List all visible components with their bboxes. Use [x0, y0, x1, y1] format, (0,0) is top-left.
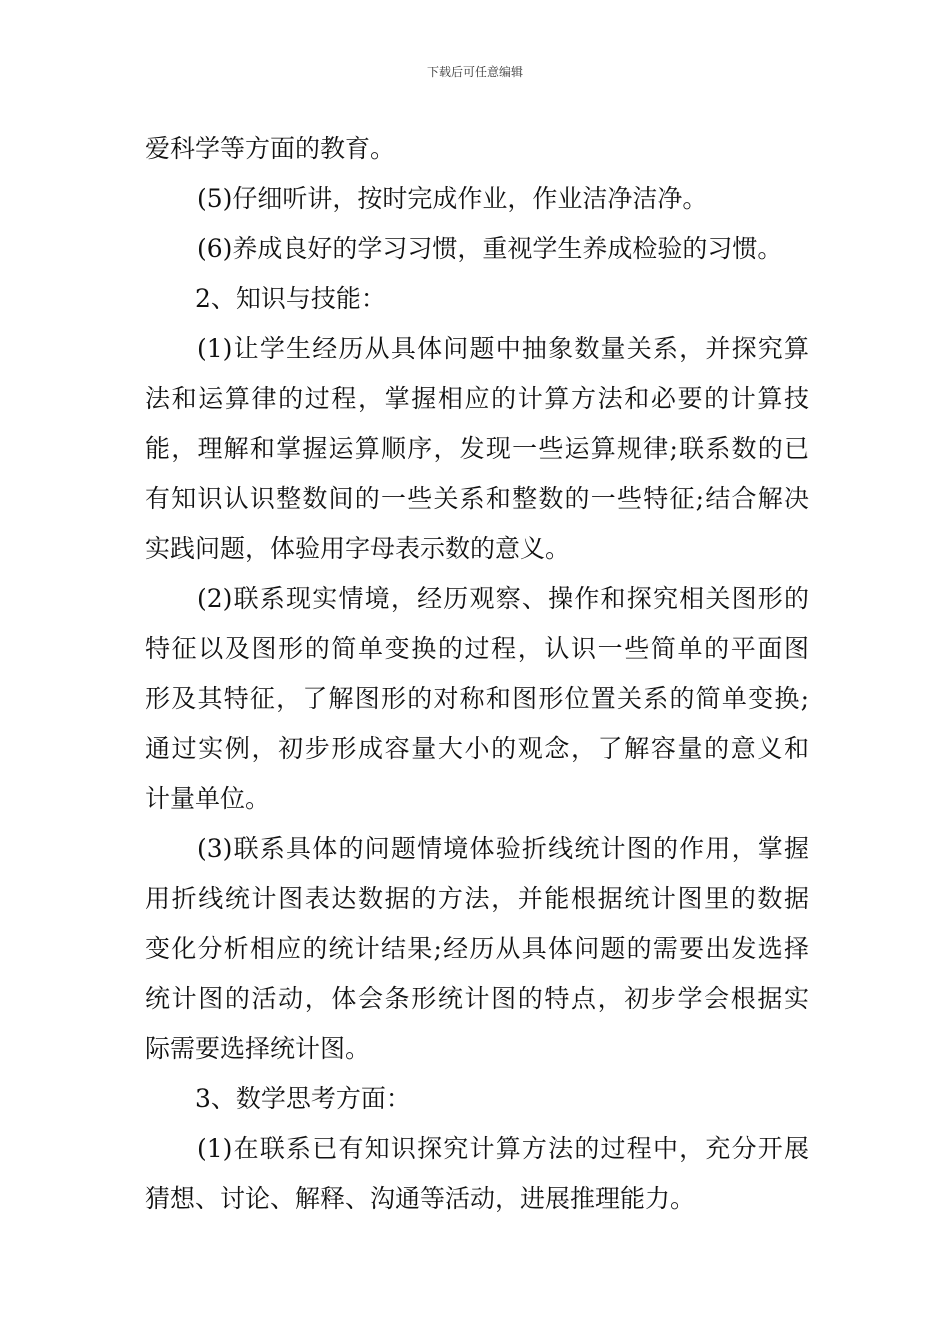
- text-line-9: 实践问题，体验用字母表示数的意义。: [145, 534, 571, 563]
- section-heading-math-thinking: 3、数学思考方面：: [195, 1084, 411, 1113]
- section-heading-knowledge: 2、知识与技能：: [195, 284, 386, 313]
- text-line-12: 形及其特征，了解图形的对称和图形位置关系的简单变换;: [145, 684, 809, 713]
- text-line-18: 统计图的活动，体会条形统计图的特点，初步学会根据实: [145, 984, 809, 1013]
- text-line-10: (2)联系现实情境，经历观察、操作和探究相关图形的: [197, 584, 809, 613]
- text-line-8: 有知识认识整数间的一些关系和整数的一些特征;结合解决: [145, 484, 809, 513]
- text-line-7: 能，理解和掌握运算顺序，发现一些运算规律;联系数的已: [145, 434, 809, 463]
- text-line-21: (1)在联系已有知识探究计算方法的过程中，充分开展: [197, 1134, 809, 1163]
- text-line-22: 猜想、讨论、解释、沟通等活动，进展推理能力。: [145, 1184, 696, 1213]
- text-line-5: (1)让学生经历从具体问题中抽象数量关系，并探究算: [197, 334, 809, 363]
- text-line-2: (5)仔细听讲，按时完成作业，作业洁净洁净。: [197, 184, 708, 213]
- text-line-6: 法和运算律的过程，掌握相应的计算方法和必要的计算技: [145, 384, 809, 413]
- page-header: 下载后可任意编辑: [426, 65, 523, 79]
- text-line-3: (6)养成良好的学习习惯，重视学生养成检验的习惯。: [197, 234, 783, 263]
- text-line-1: 爱科学等方面的教育。: [145, 134, 396, 163]
- document-body: [145, 124, 809, 1224]
- text-line-15: (3)联系具体的问题情境体验折线统计图的作用，掌握: [197, 834, 809, 863]
- text-line-14: 计量单位。: [145, 784, 271, 813]
- text-line-11: 特征以及图形的简单变换的过程，认识一些简单的平面图: [145, 634, 809, 663]
- text-line-13: 通过实例，初步形成容量大小的观念，了解容量的意义和: [145, 734, 809, 763]
- text-line-16: 用折线统计图表达数据的方法，并能根据统计图里的数据: [145, 884, 809, 913]
- text-line-17: 变化分析相应的统计结果;经历从具体问题的需要出发选择: [145, 934, 809, 963]
- text-line-19: 际需要选择统计图。: [145, 1034, 371, 1063]
